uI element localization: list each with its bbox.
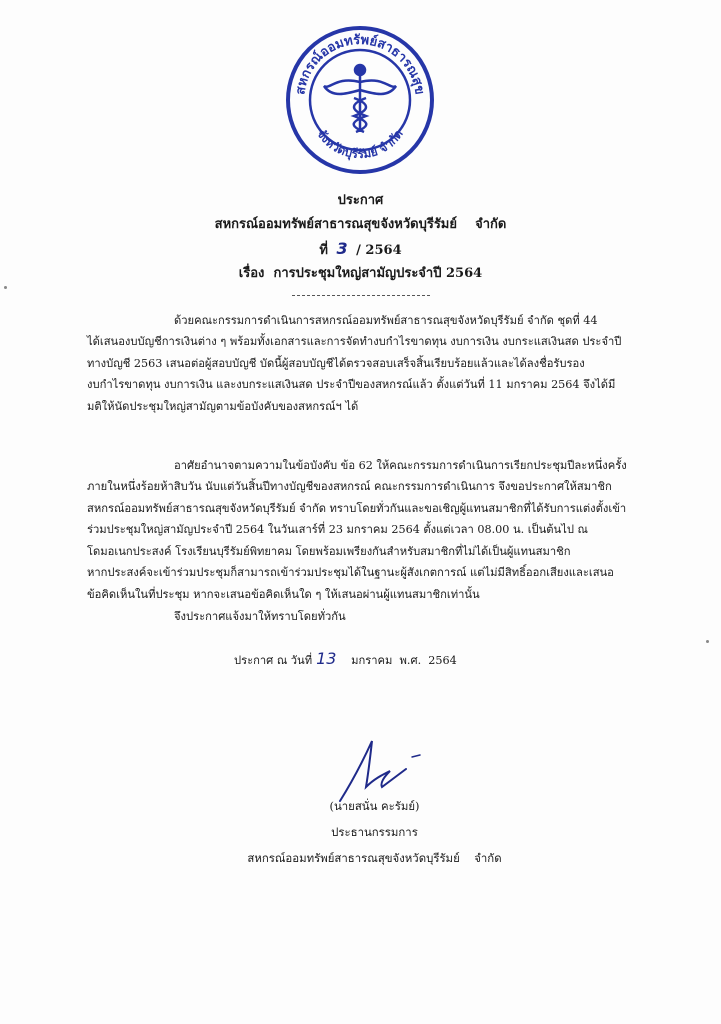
signatory-position: ประธานกรรมการ (331, 825, 418, 839)
closing-line: จึงประกาศแจ้งมาให้ทราบโดยทั่วกัน (174, 610, 346, 623)
seal-bottom-text: จังหวัดบุรีรัมย์ จำกัด (314, 127, 406, 162)
organization-suffix: จำกัด (475, 217, 507, 232)
date-day-handwritten: 13 (316, 649, 337, 668)
scan-speck (4, 286, 7, 289)
paragraph-line: ได้เสนองบบัญชีการเงินต่าง ๆ พร้อมทั้งเอกสารและการจัดทำงบกำไรขาดทุน งบการเงิน งบกระแสเงินสด ประจำปี (87, 335, 622, 348)
paragraph-line: มติให้นัดประชุมใหญ่สามัญตามข้อบังคับของสหกรณ์ฯ ได้ (87, 400, 359, 413)
paragraph-line: ร่วมประชุมใหญ่สามัญประจำปี 2564 ในวันเสาร์ที่ 23 มกราคม 2564 ตั้งแต่เวลา 08.00 น. เป็นต้นไป ณ (87, 523, 588, 536)
paragraph-line: งบกำไรขาดทุน งบการเงิน และงบกระแสเงินสด ประจำปีของสหกรณ์แล้ว ตั้งแต่วันที่ 11 มกราคม 2564 จึงได้มี (87, 378, 616, 391)
paragraph-line: สหกรณ์ออมทรัพย์สาธารณสุขจังหวัดบุรีรัมย์ จำกัด ทราบโดยทั่วกันและขอเชิญผู้แทนสมาชิกที่ได้รับการแต่งตั้งเข้า (87, 502, 627, 515)
organization-title (0, 215, 721, 235)
cooperative-seal (284, 24, 436, 176)
signature-scribble (332, 735, 422, 805)
number-year: / 2564 (356, 243, 402, 258)
date-prefix: ประกาศ ณ วันที่ (234, 654, 313, 667)
subject-label: เรื่อง (238, 266, 265, 281)
subject-line (0, 264, 721, 284)
signatory-org-name: สหกรณ์ออมทรัพย์สาธารณสุขจังหวัดบุรีรัมย์ (247, 851, 460, 865)
paragraph-line: อาศัยอำนาจตามความในข้อบังคับ ข้อ 62 ให้คณะกรรมการดำเนินการเรียกประชุมปีละหนึ่งครั้ง (174, 459, 627, 472)
date-line (234, 648, 457, 671)
date-month: มกราคม (351, 654, 393, 667)
paragraph-line: ภายในหนึ่งร้อยห้าสิบวัน นับแต่วันสิ้นปีทางบัญชีของสหกรณ์ คณะกรรมการดำเนินการ จึงขอประกาศให้สมาชิก (87, 480, 612, 493)
signatory-organization (0, 848, 721, 869)
doc-type-title: ประกาศ (337, 193, 384, 208)
date-year: 2564 (428, 654, 457, 667)
number-label: ที่ (319, 243, 328, 258)
paragraph-line: หากประสงค์จะเข้าร่วมประชุมก็สามารถเข้าร่วมประชุมได้ในฐานะผู้สังเกตการณ์ แต่ไม่มีสิทธิ์ออกเสียงและเสนอ (87, 566, 614, 579)
heading-separator (292, 295, 430, 296)
date-era: พ.ศ. (399, 654, 422, 667)
paragraph-line: ด้วยคณะกรรมการดำเนินการสหกรณ์ออมทรัพย์สาธารณสุขจังหวัดบุรีรัมย์ จำกัด ชุดที่ 44 (174, 314, 598, 327)
organization-name: สหกรณ์ออมทรัพย์สาธารณสุขจังหวัดบุรีรัมย์ (214, 217, 457, 232)
paragraph-line: โดมอเนกประสงค์ โรงเรียนบุรีรัมย์พิทยาคม โดยพร้อมเพรียงกันสำหรับสมาชิกที่ไม่ได้เป็นผู้แทนสมาชิก (87, 545, 571, 558)
announcement-number (0, 239, 721, 261)
scan-speck (706, 640, 709, 643)
paragraph-line: ข้อคิดเห็นในที่ประชุม หากจะเสนอข้อคิดเห็นใด ๆ ให้เสนอผ่านผู้แทนสมาชิกเท่านั้น (87, 588, 480, 601)
signatory-name: (นายสนั่น คะรัมย์) (329, 799, 420, 813)
paragraph-line: ทางบัญชี 2563 เสนอต่อผู้สอบบัญชี บัดนี้ผู้สอบบัญชีได้ตรวจสอบเสร็จสิ้นเรียบร้อยแล้วและได้ลงชื่อรับรอง (87, 357, 585, 370)
signatory-org-suffix: จำกัด (474, 851, 502, 865)
subject-text: การประชุมใหญ่สามัญประจำปี 2564 (273, 266, 483, 281)
seal-top-text: สหกรณ์ออมทรัพย์สาธารณสุข (293, 32, 427, 96)
caduceus-emblem-icon (324, 65, 396, 132)
number-handwritten: 3 (336, 239, 348, 258)
